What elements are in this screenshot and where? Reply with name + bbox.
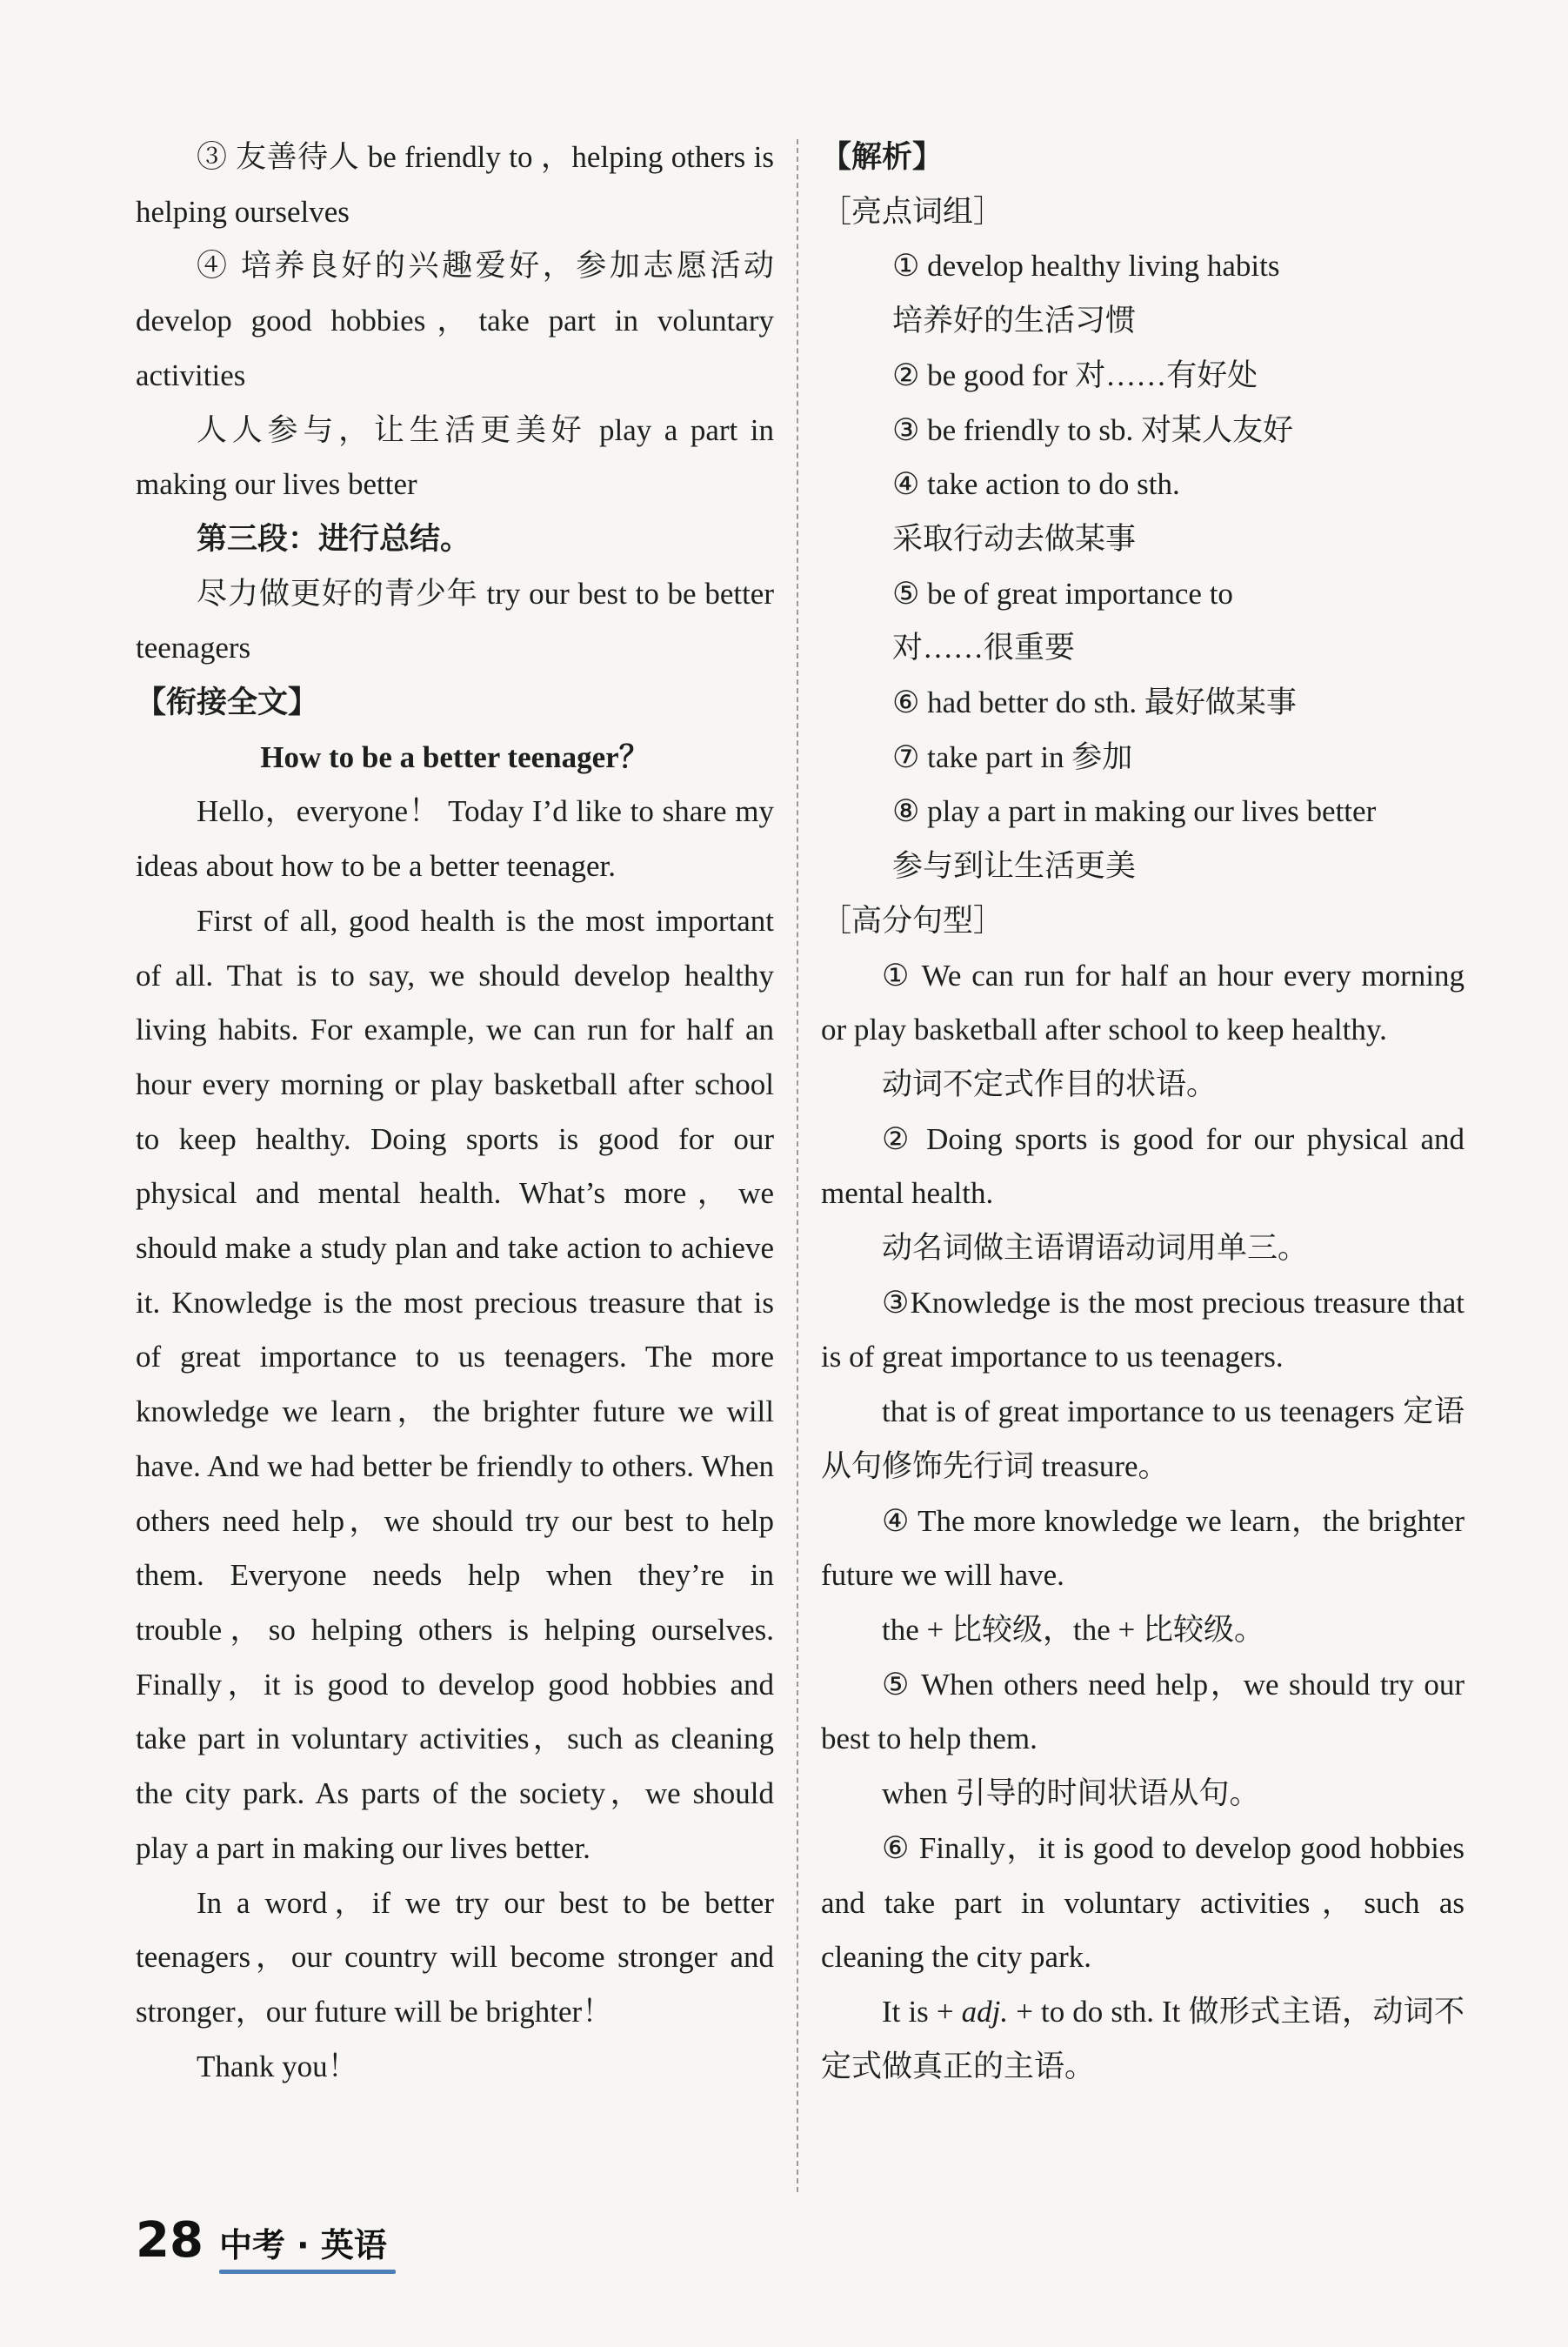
sentence-3-note: that is of great importance to us teenagers 定语从句修饰先行词 treasure。: [821, 1394, 1465, 1483]
phrase-1-en: ① develop healthy living habits: [892, 249, 1280, 284]
sentence-4-note: the + 比较级，the + 比较级。: [882, 1612, 1264, 1647]
phrase-5-en: ⑤ be of great importance to: [892, 576, 1233, 611]
right-column: [821, 130, 1465, 2094]
sentence-6-note-pre: It is +: [882, 1994, 962, 2029]
sentence-6-note-post: + to do sth. It 做形式主语，动词不定式做真正的主语。: [821, 1994, 1465, 2083]
sentence-2-note: 动名词做主语谓语动词用单三。: [882, 1231, 1309, 1266]
outline-item-4: ④ 培养良好的兴趣爱好，参加志愿活动 develop good hobbies，take part in voluntary activities: [136, 249, 774, 392]
phrase-8-en: ⑧ play a part in making our lives better: [892, 794, 1377, 829]
phrase-4-cn: 采取行动去做某事: [892, 521, 1137, 556]
essay-paragraph-3: In a word，if we try our best to be better teenagers，our country will become stronger and stronger，our future will be brighter！: [136, 1885, 774, 2029]
essay-paragraph-1: Hello，everyone！ Today I’d like to share my ideas about how to be a better teenager.: [136, 794, 774, 884]
outline-item-5: 人人参与，让生活更美好 play a part in making our lives better: [136, 412, 774, 502]
sentence-1: ① We can run for half an hour every morning or play basketball after school to keep healthy.: [821, 958, 1465, 1047]
phrase-8-cn: 参与到让生活更美: [892, 849, 1137, 884]
section-full-text-heading: 【衔接全文】: [136, 685, 319, 721]
footer-label-text: 中考 · 英语: [218, 2226, 387, 2264]
sentence-2: ② Doing sports is good for our physical and mental health.: [821, 1121, 1465, 1211]
column-divider: [797, 139, 798, 2192]
outline-item-3: ③ 友善待人 be friendly to ，helping others is helping ourselves: [136, 140, 774, 229]
sentence-1-note: 动词不定式作目的状语。: [882, 1067, 1218, 1101]
highlight-phrases-heading: ［亮点词组］: [821, 194, 1004, 230]
phrase-3: ③ be friendly to sb. 对某人友好: [892, 412, 1294, 447]
phrase-2: ② be good for 对……有好处: [892, 358, 1258, 392]
left-column: [136, 130, 774, 2094]
sentence-3: ③Knowledge is the most precious treasure that is of great importance to us teenagers.: [821, 1285, 1465, 1374]
sentence-5-note: when 引导的时间状语从句。: [882, 1776, 1260, 1811]
sentence-4: ④ The more knowledge we learn，the brighter future we will have.: [821, 1503, 1465, 1593]
phrase-7: ⑦ take part in 参加: [892, 739, 1133, 774]
footer-label: [219, 2223, 387, 2267]
phrase-4-en: ④ take action to do sth.: [892, 467, 1180, 502]
sentence-5: ⑤ When others need help，we should try our best to help them.: [821, 1667, 1465, 1756]
paragraph-three-heading: 第三段：进行总结。: [197, 521, 471, 557]
high-score-sentences-heading: ［高分句型］: [821, 903, 1004, 939]
sentence-6-note: [821, 1985, 1465, 2094]
sentence-6-note-adj: adj.: [961, 1994, 1009, 2029]
essay-paragraph-4: Thank you！: [197, 2049, 358, 2083]
page-footer: [136, 2206, 387, 2267]
phrase-1-cn: 培养好的生活习惯: [892, 304, 1137, 338]
outline-item-6: 尽力做更好的青少年 try our best to be better teenagers: [136, 576, 774, 665]
section-analysis-heading: 【解析】: [821, 140, 944, 175]
page-number: 28: [136, 2212, 204, 2269]
essay-title: How to be a better teenager？: [260, 739, 650, 774]
phrase-5-cn: 对……很重要: [892, 631, 1076, 665]
sentence-6: ⑥ Finally，it is good to develop good hobbies and take part in voluntary activities，such as cleaning the city park.: [821, 1830, 1465, 1975]
footer-underline: [219, 2270, 396, 2274]
essay-paragraph-2: First of all, good health is the most important of all. That is to say, we should develop healthy living habits. For example, we can run for half an hour every morning or play basketball after school to keep healthy. Doing sports is good for our physical and mental health. What’s more，we should make a study plan and take action to achieve it. Knowledge is the most precious treasure that is of great importance to us teenagers. The more knowledge we learn，the brighter future we will have. And we had better be friendly to others. When others need help，we should try our best to help them. Everyone needs help when they’re in trouble，so helping others is helping ourselves. Finally，it is good to develop good hobbies and take part in voluntary activities，such as cleaning the city park. As parts of the society，we should play a part in making our lives better.: [136, 903, 774, 1865]
phrase-6: ⑥ had better do sth. 最好做某事: [892, 685, 1297, 720]
